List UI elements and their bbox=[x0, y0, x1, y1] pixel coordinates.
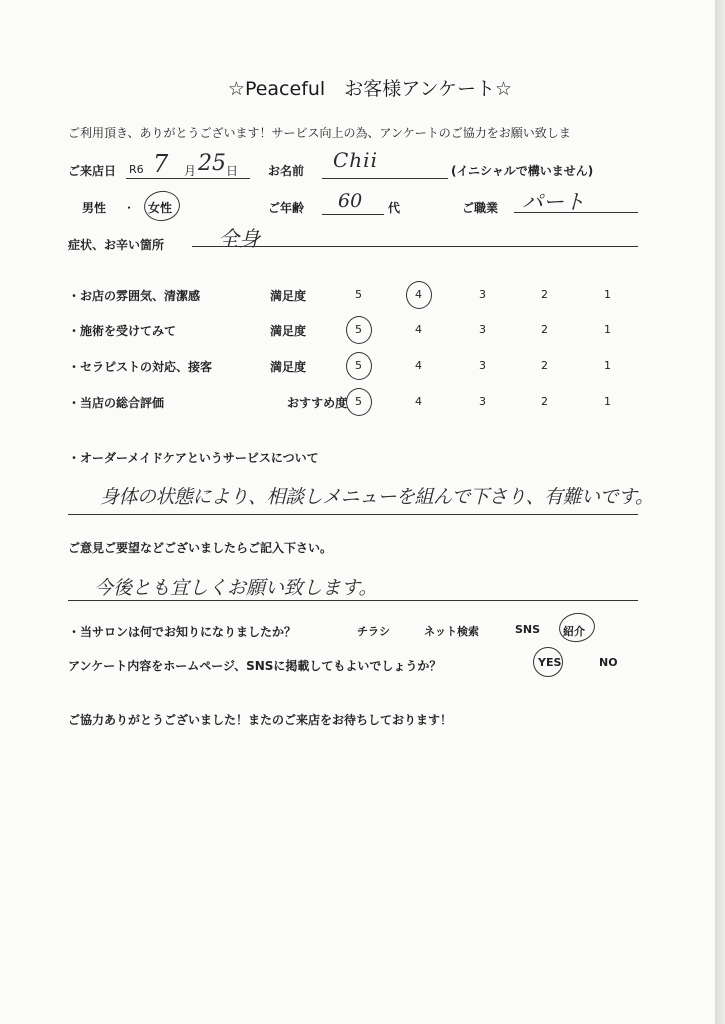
visit-month-value: 7 bbox=[153, 150, 169, 178]
age-line bbox=[322, 214, 384, 215]
gender-female-circle bbox=[142, 189, 182, 224]
rating-value: 3 bbox=[479, 323, 486, 336]
rating-row-label: ・お店の雰囲気、清潔感 bbox=[68, 289, 201, 303]
ordermade-answer: 身体の状態により、相談しメニューを組んで下さり、有難いです。 bbox=[100, 486, 654, 508]
rating-scale-label: 満足度 bbox=[270, 289, 307, 303]
symptom-value: 全身 bbox=[218, 227, 260, 251]
rating-value: 4 bbox=[415, 395, 422, 408]
source-option-referral: 紹介 bbox=[563, 625, 585, 638]
source-selected-circle bbox=[557, 610, 597, 645]
rating-value: 3 bbox=[479, 359, 486, 372]
intro-text: ご利用頂き、ありがとうございます！サービス向上の為、アンケートのご協力をお願い致しま bbox=[68, 126, 571, 140]
rating-value: 1 bbox=[604, 288, 611, 301]
age-value: 60 bbox=[338, 190, 363, 212]
rating-scale-label: 満足度 bbox=[270, 324, 307, 338]
source-option-sns: SNS bbox=[515, 623, 541, 636]
rating-value: 1 bbox=[604, 395, 611, 408]
rating-value: 5 bbox=[355, 359, 362, 372]
publish-no: NO bbox=[599, 656, 618, 669]
job-line bbox=[514, 212, 638, 213]
publish-yes: YES bbox=[538, 656, 562, 669]
visit-era: R6 bbox=[129, 163, 144, 176]
visit-day-suffix: 日 bbox=[226, 164, 239, 178]
rating-row-label: ・当店の総合評価 bbox=[68, 396, 165, 410]
visit-day-value: 25 bbox=[198, 151, 226, 176]
closing-message: ご協力ありがとうございました！またのご来店をお待ちしております！ bbox=[68, 713, 453, 727]
source-option-flyer: チラシ bbox=[357, 625, 390, 638]
request-answer: 今後とも宜しくお願い致します。 bbox=[94, 577, 378, 599]
age-label: ご年齢 bbox=[268, 201, 305, 215]
rating-value: 4 bbox=[415, 323, 422, 336]
rating-value: 1 bbox=[604, 359, 611, 372]
paper-edge bbox=[715, 0, 725, 1024]
rating-value: 2 bbox=[541, 395, 548, 408]
symptom-line bbox=[192, 246, 638, 247]
rating-value: 1 bbox=[604, 323, 611, 336]
visit-month-suffix: 月 bbox=[184, 164, 197, 178]
rating-value: 4 bbox=[415, 288, 422, 301]
rating-value: 4 bbox=[415, 359, 422, 372]
gender-separator: ・ bbox=[123, 201, 136, 215]
rating-selected-circle bbox=[346, 316, 372, 344]
name-line bbox=[322, 178, 448, 179]
rating-value: 5 bbox=[355, 323, 362, 336]
gender-male: 男性 bbox=[82, 201, 107, 215]
name-value: Chii bbox=[333, 148, 378, 172]
request-line bbox=[68, 600, 638, 601]
gender-female: 女性 bbox=[148, 201, 173, 215]
rating-value: 2 bbox=[541, 359, 548, 372]
publish-question: アンケート内容をホームページ、SNSに掲載してもよいでしょうか？ bbox=[68, 659, 442, 673]
rating-selected-circle bbox=[406, 281, 432, 309]
rating-row-label: ・施術を受けてみて bbox=[68, 324, 177, 338]
survey-title: ☆Peaceful お客様アンケート☆ bbox=[227, 78, 513, 100]
name-note: (イニシャルで構いません) bbox=[451, 164, 594, 178]
name-label: お名前 bbox=[268, 164, 305, 178]
age-suffix: 代 bbox=[388, 201, 401, 215]
source-option-web-search: ネット検索 bbox=[424, 625, 479, 638]
visit-date-label: ご来店日 bbox=[68, 164, 117, 178]
rating-value: 2 bbox=[541, 323, 548, 336]
rating-value: 2 bbox=[541, 288, 548, 301]
rating-value: 3 bbox=[479, 288, 486, 301]
rating-value: 5 bbox=[355, 288, 362, 301]
job-label: ご職業 bbox=[462, 201, 499, 215]
request-label: ご意見ご要望などございましたらご記入下さい。 bbox=[68, 541, 333, 555]
job-value: パート bbox=[522, 190, 585, 214]
rating-scale-label: 満足度 bbox=[270, 360, 307, 374]
publish-yes-circle bbox=[533, 647, 563, 677]
rating-value: 3 bbox=[479, 395, 486, 408]
rating-selected-circle bbox=[346, 352, 372, 380]
ordermade-question: ・オーダーメイドケアというサービスについて bbox=[68, 451, 319, 465]
symptom-label: 症状、お辛い箇所 bbox=[68, 238, 165, 252]
rating-selected-circle bbox=[346, 388, 372, 416]
visit-date-line bbox=[126, 178, 250, 179]
rating-row-label: ・セラピストの対応、接客 bbox=[68, 360, 213, 374]
rating-scale-label: おすすめ度 bbox=[287, 396, 348, 410]
ordermade-line bbox=[68, 514, 638, 515]
source-question: ・当サロンは何でお知りになりましたか？ bbox=[68, 625, 297, 639]
rating-value: 5 bbox=[355, 395, 362, 408]
